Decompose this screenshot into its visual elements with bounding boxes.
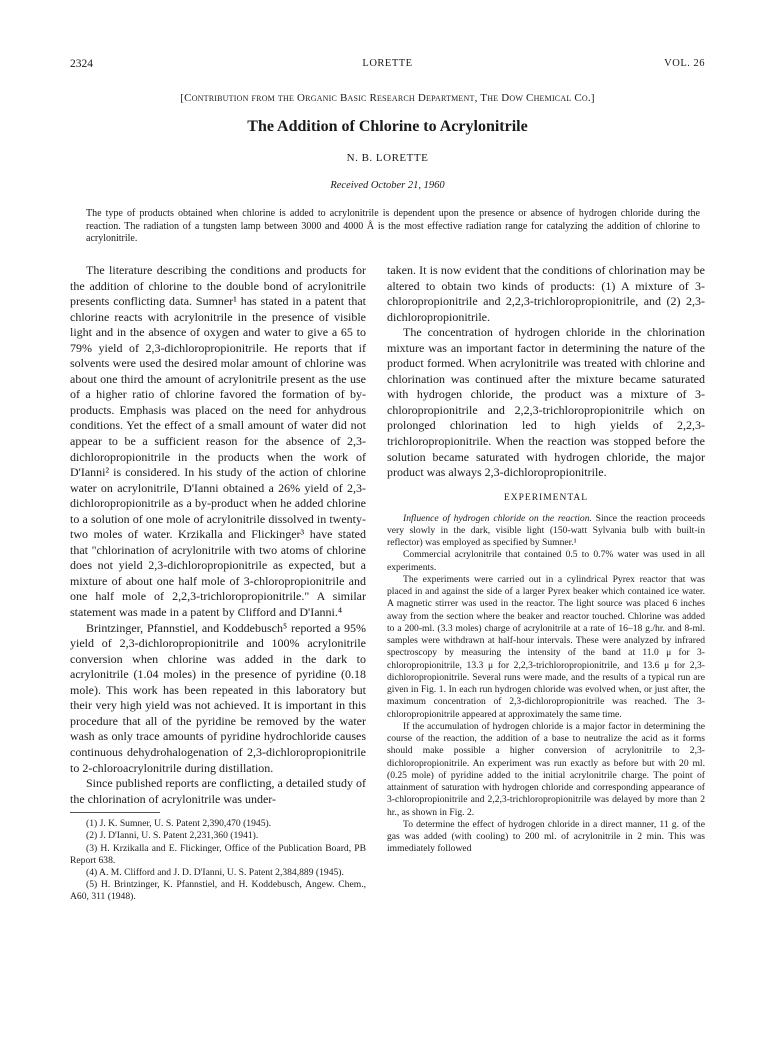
hcl-concentration-paragraph: The concentration of hydrogen chloride in the chlorination mixture was an important factor in determining the nature of the product formed. When acrylonitrile was treated with chlorine and chlorination was continued after the mixture became saturated with hydrogen chloride, the product was a mixture of 3-chloropropionitrile and 2,2,3-trichloropropionitrile which on prolonged chlorination led to high yields of 2,2,3-trichloropropionitrile. When the reaction was stopped before the solution became saturated with hydrogen chloride, the major product was always 2,3-dichloropropionitrile. — [387, 325, 705, 480]
intro-paragraph-3: Since published reports are conflicting, a detailed study of the chlorination of acrylonitrile was under- — [70, 776, 366, 806]
footnote-2: (2) J. D'Ianni, U. S. Patent 2,231,360 (1941). — [86, 830, 259, 842]
article-title: The Addition of Chlorine to Acrylonitrile — [247, 118, 528, 135]
left-column — [70, 263, 366, 904]
page-number: 2324 — [70, 58, 93, 70]
running-head — [70, 58, 705, 74]
abstract: The type of products obtained when chlorine is added to acrylonitrile is dependent upon the presence or absence of hydrogen chloride during the reaction. The radiation of a tungsten lamp between 3000 and 4000 Å is the most effective radiation range for catalyzing the addition of chlorine to acrylonitrile. — [86, 208, 700, 244]
experimental-paragraph-1 — [387, 513, 705, 550]
author-line: N. B. LORETTE — [346, 152, 429, 164]
continued-paragraph: taken. It is now evident that the conditions of chlorination may be altered to obtain two kinds of products: (1) A mixture of 3-chloropropionitrile and 2,2,3-trichloropropionitrile, and (2) 2,3-dichloropropionitrile. — [387, 263, 705, 324]
experimental-paragraph-4: If the accumulation of hydrogen chloride is a major factor in determining the course of the reaction, the addition of a base to neutralize the acid as it forms should make possible a higher conversion of acrylonitrile to 2,3-dichloropropionitrile. An experiment was run exactly as before but with 20 ml. (0.25 mole) of pyridine added to the initial acrylonitrile charge. The point of attainment of saturation with hydrogen chloride and corresponding appearance of 3-chloropropionitrile and 2,2,3-trichloropropionitrile was delayed by more than 2 hr., as shown in Fig. 2. — [387, 720, 705, 818]
intro-paragraph-2: Brintzinger, Pfannstiel, and Koddebusch⁵ reported a 95% yield of 2,3-dichloropropionitrile and 100% acrylonitrile conversion when chlorine was added in the dark to acrylonitrile (1.04 moles) in the presence of pyridine (0.18 mole). This work has been repeated in this laboratory but their very high yield was not achieved. It is important in this procedure that all of the pyridine be removed by the water wash as only trace amounts of pyridine hydrochloride causes continuous dehydrohalogenation of 2,3-dichloropropionitrile to 2-chloroacrylonitrile during distillation. — [70, 620, 366, 775]
experimental-paragraph-3: The experiments were carried out in a cylindrical Pyrex reactor that was placed in and against the side of a larger Pyrex beaker which contained ice water. A magnetic stirrer was used in the reactor. The light source was placed 6 inches away from the section where the beaker and reactor touched. Chlorine was added to a 200-ml. (3.3 moles) charge of acrylonitrile at a rate of 16–18 g./hr. and 8-ml. samples were withdrawn at half-hour intervals. These were analyzed by infrared spectroscopy by measuring the intensity of the band at 11.0 μ for 3-chloropropionitrile, 13.3 μ for 2,2,3-trichloropropionitrile, and 13.6 μ for 2,3-dichloropropionitrile. Several runs were made, and the results of a typical run are given in Fig. 1. In each run hydrogen chloride was evolved when, or just after, the maximum concentration of 2,3-dichloropropionitrile was reached. The 3-chloropropionitrile appeared at approximately the same time. — [387, 573, 705, 720]
right-column — [387, 263, 705, 856]
experimental-subhead: Influence of hydrogen chloride on the reaction. — [403, 512, 592, 524]
intro-paragraph-1: The literature describing the conditions and products for the addition of chlorine to the double bond of acrylonitrile presents conflicting data. Sumner¹ has stated in a patent that chlorine reacts with acrylonitrile in the presence of visible light and in the absence of oxygen and water to give a 65 to 79% yield of 2,3-dichloropropionitrile. He reports that if solvents were used the desired molar amount of chlorine was about one third the amount of acrylonitrile present as the use of a higher ratio of chlorine favored the formation of by-products. Emphasis was placed on the need for anhydrous conditions. Yet the effect of a small amount of water did not appear to be a sufficient reason for the absence of 2,3-dichloropropionitrile in the products when the work of D'Ianni² is considered. In his study of the action of chlorine water on acrylonitrile, D'Ianni obtained a 26% yield of 2,3-dichloropropionitrile as a by-product when he added chlorine to a solution of one mole of acrylonitrile dissolved in twenty-two moles of water. Krzikalla and Flickinger³ have stated that "chlorination of acrylonitrile with two atoms of chlorine does not yield 2,3-dichloropropionitrile as expected, but a mixture of about one half mole of 3-chloropropionitrile and one half mole of 2,2,3-trichloropropionitrile." A similar statement was made in a patent by Clifford and D'Ianni.⁴ — [70, 263, 366, 620]
footnote-5: (5) H. Brintzinger, K. Pfannstiel, and H. Koddebusch, Angew. Chem., A60, 311 (1948). — [70, 879, 366, 903]
footnote-3: (3) H. Krzikalla and E. Flickinger, Office of the Publication Board, PB Report 638. — [70, 842, 366, 866]
footnote-1: (1) J. K. Sumner, U. S. Patent 2,390,470 (1945). — [86, 818, 272, 830]
experimental-heading: EXPERIMENTAL — [503, 492, 589, 503]
footnote-rule — [70, 812, 160, 813]
footnote-4: (4) A. M. Clifford and J. D. D'Ianni, U. S. Patent 2,384,889 (1945). — [86, 866, 344, 878]
contribution-line: [Contribution from the Organic Basic Research Department, The Dow Chemical Co.] — [180, 92, 595, 104]
received-date: Received October 21, 1960 — [330, 180, 445, 191]
running-title: LORETTE — [362, 58, 413, 69]
experimental-intro-text: Since the reaction proceeds very slowly in the dark, visible light (150-watt Sylvania bulb with built-in reflector) was employed as specified by Sumner.¹ — [387, 512, 705, 549]
experimental-paragraph-5: To determine the effect of hydrogen chloride in a direct manner, 11 g. of the gas was added (with cooling) to 200 ml. of acrylonitrile in 2 min. This was immediately followed — [387, 818, 705, 855]
volume-label: VOL. 26 — [664, 58, 705, 69]
experimental-paragraph-2: Commercial acrylonitrile that contained 0.5 to 0.7% water was used in all experiments. — [387, 549, 705, 573]
